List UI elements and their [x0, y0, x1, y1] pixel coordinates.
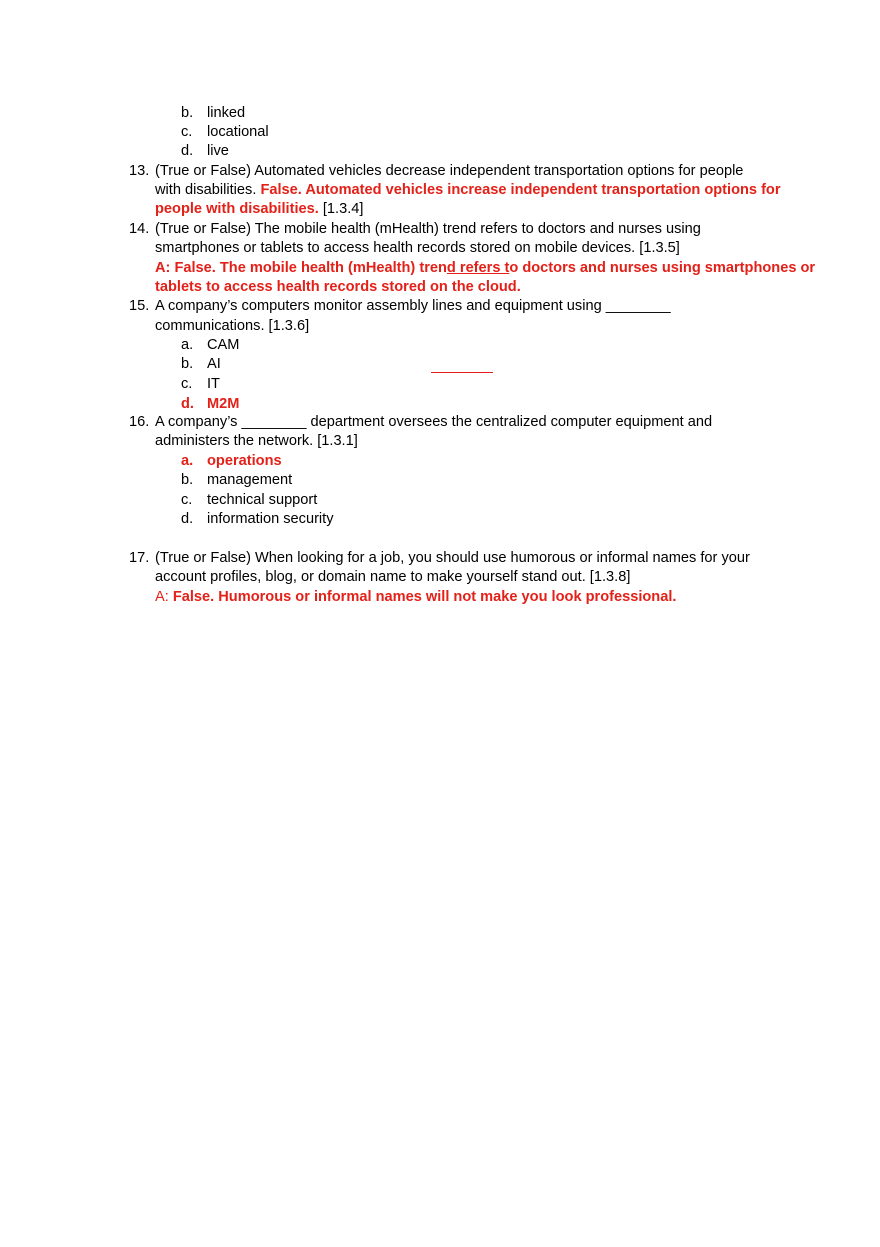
question-text: smartphones or tablets to access health records stored on mobile devices. [1.3.5]	[155, 240, 680, 256]
option-text: linked	[207, 105, 246, 121]
option-text: information security	[207, 511, 334, 527]
option-text: locational	[207, 124, 269, 140]
answer-part: A: False. The mobile health (mHealth) tren	[155, 260, 447, 276]
answer-line	[155, 588, 676, 607]
answer-text	[155, 259, 815, 278]
option-letter: b.	[181, 105, 194, 121]
option-letter: b.	[181, 356, 194, 372]
question-number: 17.	[129, 550, 150, 566]
option-letter: d.	[181, 143, 194, 159]
option-text: AI	[207, 356, 221, 372]
option-letter: b.	[181, 472, 194, 488]
question-number: 16.	[129, 414, 150, 430]
answer-prefix: A:	[155, 589, 173, 605]
question-number: 13.	[129, 163, 150, 179]
answer-text: False. Humorous or informal names will not make you look professional.	[172, 589, 677, 605]
question-text: (True or False) When looking for a job, you should use humorous or informal names for your	[155, 550, 750, 566]
question-text: administers the network. [1.3.1]	[155, 433, 358, 449]
answer-part: o doctors and nurses using smartphones or	[509, 260, 816, 276]
question-text: (True or False) The mobile health (mHealth) trend refers to doctors and nurses using	[155, 221, 701, 237]
answer-text: people with disabilities.	[155, 201, 319, 217]
question-text: A company’s ________ department oversees the centralized computer equipment and	[155, 414, 713, 430]
option-letter: a.	[181, 453, 194, 469]
red-blank-line	[431, 372, 493, 373]
option-text: M2M	[207, 396, 240, 412]
option-letter: c.	[181, 376, 193, 392]
question-text: communications. [1.3.6]	[155, 318, 310, 334]
answer-text: tablets to access health records stored on the cloud.	[155, 279, 521, 295]
option-text: technical support	[207, 492, 318, 508]
option-text: IT	[207, 376, 220, 392]
question-text: (True or False) Automated vehicles decrease independent transportation options for people	[155, 163, 744, 179]
option-text: operations	[207, 453, 282, 469]
option-letter: d.	[181, 511, 194, 527]
option-text: CAM	[207, 337, 240, 353]
question-number: 15.	[129, 298, 150, 314]
option-letter: c.	[181, 492, 193, 508]
question-text: account profiles, blog, or domain name to make yourself stand out. [1.3.8]	[155, 569, 631, 585]
answer-line	[155, 200, 363, 219]
option-letter: d.	[181, 396, 194, 412]
option-text: management	[207, 472, 293, 488]
question-text: A company’s computers monitor assembly lines and equipment using ________	[155, 298, 671, 314]
option-letter: a.	[181, 337, 194, 353]
option-text: live	[207, 143, 229, 159]
question-text: with disabilities.	[155, 182, 261, 198]
answer-text: False. Automated vehicles increase independent transportation options for	[260, 182, 781, 198]
answer-part-underlined: d refers t	[446, 260, 510, 276]
question-number: 14.	[129, 221, 150, 237]
question-text-wrap	[155, 181, 781, 200]
option-letter: c.	[181, 124, 193, 140]
reference: [1.3.4]	[318, 201, 364, 217]
